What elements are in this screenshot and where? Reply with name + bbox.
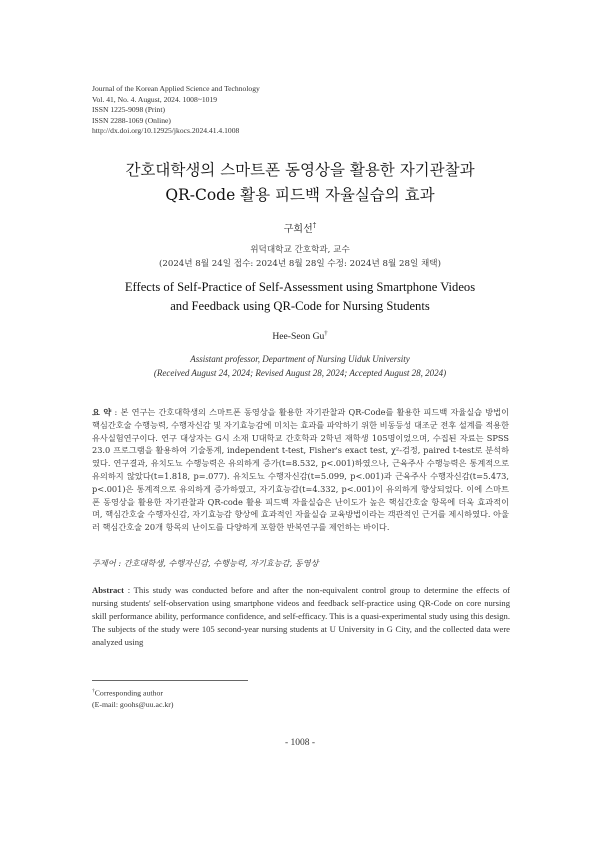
affiliation-korean	[0, 244, 600, 271]
title-korean	[0, 158, 600, 208]
abstract-english-label: Abstract	[92, 585, 124, 595]
title-korean-line1: 간호대학생의 스마트폰 동영상을 활용한 자기관찰과	[125, 161, 475, 179]
title-english-line1: Effects of Self-Practice of Self-Assessment using Smartphone Videos	[124, 280, 476, 294]
affiliation-korean-dates: (2024년 8월 24일 접수: 2024년 8월 28일 수정: 2024년 8월 28일 채택)	[159, 258, 441, 269]
issn-print: ISSN 1225-9098 (Print)	[92, 105, 165, 115]
author-english	[0, 330, 600, 342]
corresponding-mark-en: †	[324, 330, 328, 337]
title-korean-line2: QR-Code 활용 피드백 자율실습의 효과	[165, 186, 435, 204]
affiliation-english-line1: Assistant professor, Department of Nursing Uiduk University	[190, 354, 410, 364]
page-number: - 1008 -	[284, 738, 316, 748]
journal-volume: Vol. 41, No. 4. August, 2024. 1008~1019	[92, 94, 218, 104]
footnote	[92, 686, 173, 711]
author-korean-name: 구희선	[283, 224, 313, 235]
journal-meta	[92, 84, 260, 137]
abstract-korean-label: 요 약	[92, 407, 112, 417]
abstract-english	[92, 584, 510, 649]
keywords-korean: 주제어 : 간호대학생, 수행자신감, 수행능력, 자기효능감, 동영상	[92, 558, 319, 568]
corresponding-mark: †	[312, 221, 317, 230]
author-korean	[0, 220, 600, 235]
issn-online: ISSN 2288-1069 (Online)	[92, 115, 171, 125]
abstract-korean	[92, 406, 509, 534]
doi-link[interactable]: http://dx.doi.org/10.12925/jkocs.2024.41.4.1008	[92, 126, 240, 136]
footnote-divider	[92, 680, 248, 681]
abstract-korean-text: : 본 연구는 간호대학생의 스마트폰 동영상을 활용한 자기관찰과 QR-Code를 활용한 피드백 자율실습 방법이 핵심간호술 수행능력, 수행자신감 및 자기효능감에 미치는 효과를 파악하기 위한 비동등성 대조군 전후 설계를 적용한 유사실험연구이다. 연구 대상자는 G시 소재 U대학교 간호학과 2학년 재학생 105명이었으며, 수집된 자료는 SPSS 23.0 프로그램을 활용하여 기술통계, independent t-test, Fisher's exact test, χ²-검정, paired t-test로 분석하였다. 연구결과, 유치도뇨 수행능력은 유의하게 증가(t=8.532, p<.001)하였으나, 근육주사 수행능력은 통계적으로 유의하지 않았다(t=1.818, p=.077). 유치도뇨 수행자신감(t=5.099, p<.001)과 근육주사 수행자신감(t=5.473, p<.001)은 통계적으로 유의하게 증가하였고, 자기효능감(t=4.332, p<.001)이 유의하게 향상되었다. 이에 스마트폰 동영상을 활용한 자기관찰과 QR-code 활용 피드백 자율실습은 난이도가 높은 핵심간호술 항목에 더욱 효과적이며, 핵심간호술 수행자신감, 자기효능감 향상에 효과적인 자율실습 교육방법이라는 객관적인 근거를 제시하였다. 아울러 핵심간호술 20개 항목의 난이도를 다양하게 포함한 반복연구를 제언하는 바이다.	[92, 407, 510, 533]
author-english-name: Hee-Seon Gu	[272, 331, 325, 343]
affiliation-english	[0, 352, 600, 380]
title-english-line2: and Feedback using QR-Code for Nursing Students	[170, 299, 430, 313]
footnote-mark: †	[92, 688, 95, 694]
footnote-corresponding: Corresponding author	[94, 688, 163, 698]
title-english	[0, 278, 600, 316]
affiliation-english-dates: (Received August 24, 2024; Revised August 28, 2024; Accepted August 28, 2024)	[153, 368, 447, 378]
affiliation-korean-line1: 위덕대학교 간호학과, 교수	[250, 245, 350, 255]
journal-name: Journal of the Korean Applied Science and Technology	[92, 84, 260, 93]
abstract-english-text: : This study was conducted before and after the non-equivalent control group to determine the effects of nursing students' self-observation using smartphone videos and feedback self-practice using QR-Code on core nursing skill performance ability, performance confidence, and self-efficacy. This is a quasi-experimental study using this design. The subjects of the study were 105 second-year nursing students at U University in G City, and the collected data were analyzed using	[92, 585, 510, 648]
footnote-email: (E-mail: goohs@uu.ac.kr)	[92, 700, 174, 710]
